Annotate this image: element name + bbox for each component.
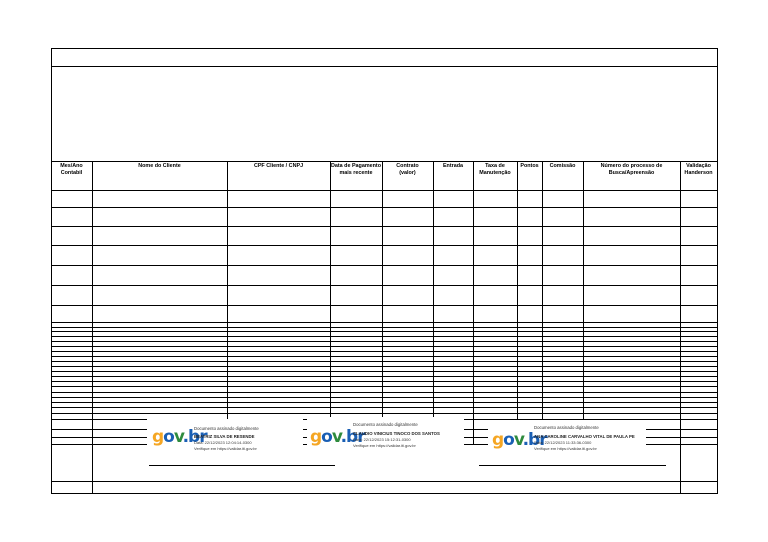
row-divider [51,371,717,372]
row-divider [51,322,717,323]
row-divider [51,331,717,332]
signature-block-3 [488,420,646,453]
signature-verify-2: Verifique em https://validar.iti.gov.br [353,443,416,448]
signer-name-1: BEATRIZ SILVA DE RESENDE [194,434,255,439]
footer-column-divider [680,481,681,493]
header-data-pagamento: Data de Pagamento mais recente [330,163,382,176]
row-divider [51,265,717,266]
header-comissao: Comissão [549,163,576,169]
header-validacao: Validação Handerson [684,163,713,176]
row-divider [51,190,717,191]
row-divider [51,341,717,342]
signature-date-1: Data: 22/12/2023 12:04:14-0300 [194,440,252,445]
signature-verify-1: Verifique em https://validar.iti.gov.br [194,446,257,451]
header-pontos: Pontos [520,163,539,169]
header-taxa-manutencao: Taxa de Manutenção [479,163,511,176]
signature-date-2: Data: 22/12/2023 15:12:31-0300 [353,437,411,442]
signature-underline-3 [479,465,666,466]
signature-caption-1: Documento assinado digitalmente [194,426,259,431]
signature-block-1 [147,419,303,449]
signer-name-2: CLAUDIO VINICIUS TINOCO DOS SANTOS [353,431,440,436]
signer-name-3: ANA CAROLINE CARVALHO VITAL DE PAULA PE [534,434,635,439]
row-divider [51,351,717,352]
row-divider [51,402,717,403]
footer-column-divider [680,444,681,481]
signature-caption-3: Documento assinado digitalmente [534,425,599,430]
row-divider [51,397,717,398]
signature-caption-2: Documento assinado digitalmente [353,422,418,427]
footer-column-divider [92,481,93,493]
row-divider [51,386,717,387]
row-divider [51,346,717,347]
row-divider [51,207,717,208]
header-contrato: Contrato (valor) [396,163,419,176]
row-divider [51,245,717,246]
header-entrada: Entrada [442,163,464,169]
govbr-logo-1: gov.br [152,427,207,447]
row-divider [51,336,717,337]
row-divider [51,226,717,227]
row-divider [51,305,717,306]
row-divider [51,392,717,393]
signature-block-2 [307,417,464,450]
govbr-logo-3: gov.br [492,430,547,450]
header-cpf-cnpj: CPF Cliente / CNPJ [253,163,304,169]
signature-verify-3: Verifique em https://validar.iti.gov.br [534,446,597,451]
row-divider [51,366,717,367]
header-mes-ano: Mes/Ano Contabil [60,163,83,176]
footer-column-divider [92,444,93,481]
row-divider [51,381,717,382]
govbr-logo-2: gov.br [310,427,365,447]
footer-row-line [51,481,717,482]
header-numero-processo: Número do processo de Busca/Apreensão [600,163,663,176]
row-divider [51,413,717,414]
row-divider [51,356,717,357]
signature-date-3: Data: 22/12/2023 11:33:36-0300 [534,440,592,445]
row-divider [51,285,717,286]
title-divider [51,66,717,67]
signature-underline-1 [149,465,335,466]
spreadsheet-form [51,48,717,493]
header-nome-cliente: Nome do Cliente [138,163,181,169]
row-divider [51,327,717,328]
row-divider [51,376,717,377]
row-divider [51,407,717,408]
row-divider [51,361,717,362]
